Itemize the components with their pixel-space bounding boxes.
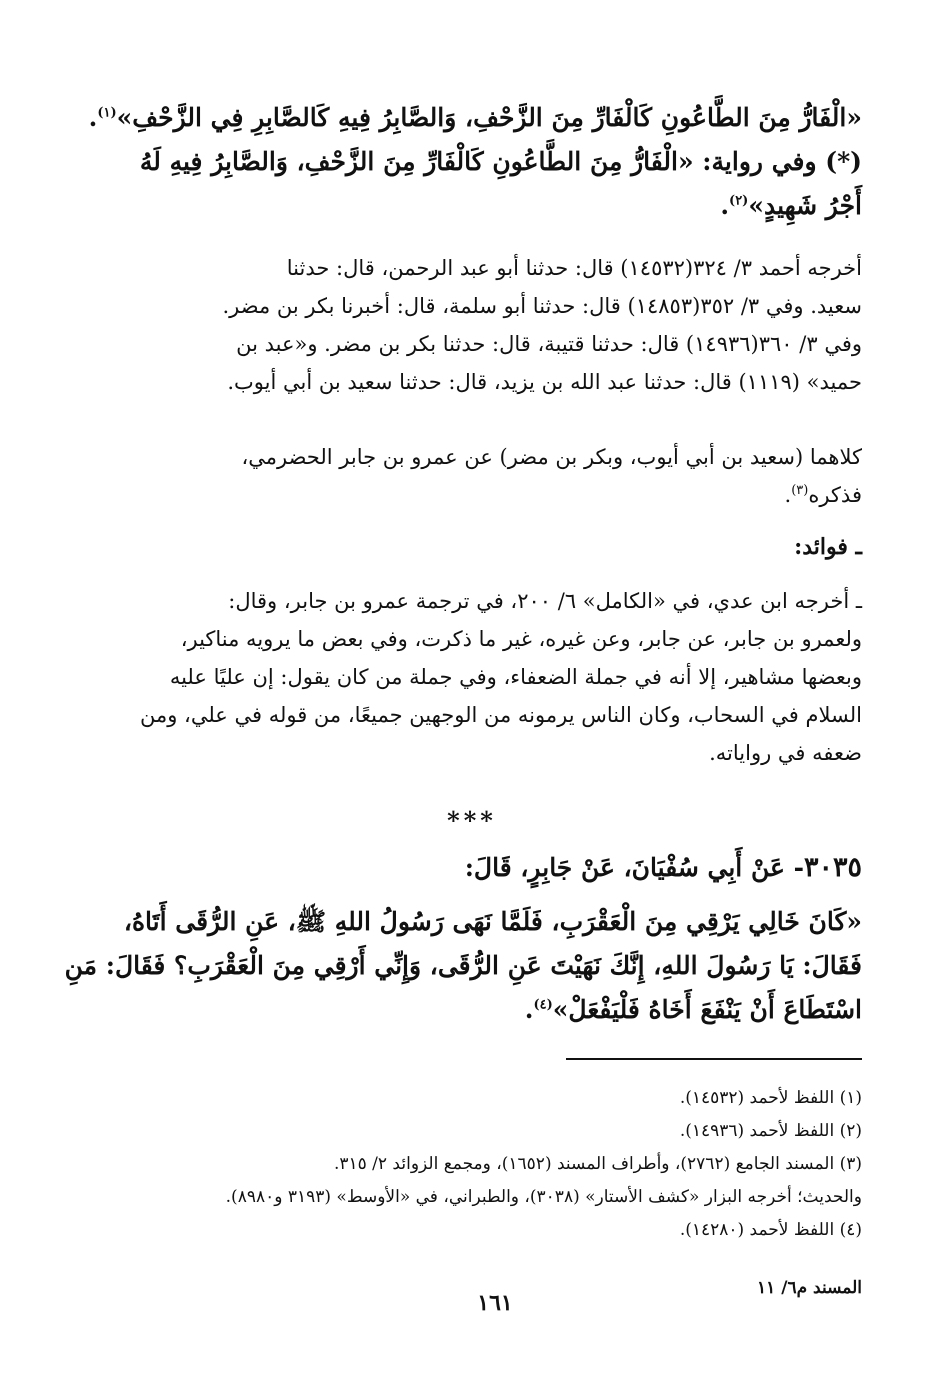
takhrij-line: وفي ٣/ ٣٦٠(١٤٩٣٦) قال: حدثنا قتيبة، قال: حدثنا بكر بن مضر. و«عبد بن — [236, 332, 862, 356]
benefits-line: ـ أخرجه ابن عدي، في «الكامل» ٦/ ٢٠٠، في ترجمة عمرو بن جابر، وقال: — [228, 589, 862, 613]
benefits-paragraph — [128, 582, 862, 772]
page-footer — [128, 1278, 862, 1318]
volume-signature: المسند م٦/ ١١ — [757, 1278, 862, 1298]
hadith-isnad: - عَنْ أَبِي سُفْيَانَ، عَنْ جَابِرٍ، قَالَ: — [464, 853, 804, 882]
footnote-ref-1[interactable]: (١) — [97, 105, 117, 121]
hadith2-line-3: اسْتَطَاعَ أَنْ يَنْفَعَ أَخَاهُ فَلْيَفْعَلْ»$^{(٤)}$. — [524, 995, 862, 1024]
footnote-3-continued: والحديث؛ أخرجه البزار «كشف الأستار» (٣٠٣٨)، والطبراني، في «الأوسط» (٣١٩٣ و٨٩٨٠). — [225, 1187, 862, 1207]
footnote-ref-2[interactable]: (٢) — [729, 193, 749, 209]
takhrij-line: أخرجه أحمد ٣/ ٣٢٤(١٤٥٣٢) قال: حدثنا أبو عبد الرحمن، قال: حدثنا — [286, 256, 862, 280]
footnotes-section — [128, 1082, 862, 1247]
footnote-ref-4[interactable]: (٤) — [533, 997, 553, 1013]
footnote-ref-3[interactable]: (٣) — [791, 483, 809, 498]
hadith2-line-1: «كَانَ خَالِي يَرْقِي مِنَ الْعَقْرَبِ، فَلَمَّا نَهَى رَسُولُ اللهِ ﷺ، عَنِ الرُّقَى أَتَاهُ، — [123, 907, 862, 936]
footnote-divider — [566, 1058, 862, 1060]
page-number: ١٦١ — [477, 1290, 513, 1316]
hadith-number: ٣٠٣٥ — [803, 852, 862, 883]
takhrij-paragraph — [128, 249, 862, 401]
benefits-line: ضعفه في رواياته. — [709, 741, 862, 765]
narrators-line-2: فذكره$^{(٣)}$. — [784, 483, 862, 507]
section-separator: *** — [447, 806, 497, 835]
takhrij-line: سعيد. وفي ٣/ ٣٥٢(١٤٨٥٣) قال: حدثنا أبو سلمة، قال: أخبرنا بكر بن مضر. — [222, 294, 862, 318]
hadith-text-block — [88, 96, 862, 228]
footnote-2: (٢) اللفظ لأحمد (١٤٩٣٦). — [679, 1121, 862, 1141]
footnote-4: (٤) اللفظ لأحمد (١٤٢٨٠). — [679, 1220, 862, 1240]
benefits-heading: ـ فوائد: — [794, 534, 862, 560]
footnote-3: (٣) المسند الجامع (٢٧٦٢)، وأطراف المسند (١٦٥٢)، ومجمع الزوائد ٢/ ٣١٥. — [333, 1154, 862, 1174]
hadith-line-1: «الْفَارُّ مِنَ الطَّاعُونِ كَالْفَارِّ مِنَ الزَّحْفِ، وَالصَّابِرُ فِيهِ كَالصَّابِرِ فِي الزَّحْفِ»$^{(١)}$. — [88, 103, 862, 132]
narrators-paragraph — [128, 438, 862, 514]
hadith2-line-2: فَقَالَ: يَا رَسُولَ اللهِ، إِنَّكَ نَهَيْتَ عَنِ الرُّقَى، وَإِنِّي أَرْقِي مِنَ الْعَقْرَبِ؟ فَقَالَ: مَنِ — [64, 951, 862, 980]
narrators-line-1: كلاهما (سعيد بن أبي أيوب، وبكر بن مضر) عن عمرو بن جابر الحضرمي، — [241, 445, 862, 469]
benefits-line: وبعضها مشاهير، إلا أنه في جملة الضعفاء، وفي جملة من كان يقول: إن عليًا عليه — [169, 665, 862, 689]
benefits-line: السلام في السحاب، وكان الناس يرمونه من الوجهين جميعًا، من قوله في علي، ومن — [139, 703, 862, 727]
hadith-line-3: أَجْرُ شَهِيدٍ»$^{(٢)}$. — [720, 191, 862, 220]
footnote-1: (١) اللفظ لأحمد (١٤٥٣٢). — [679, 1088, 862, 1108]
takhrij-line: حميد» (١١١٩) قال: حدثنا عبد الله بن يزيد، قال: حدثنا سعيد بن أبي أيوب. — [227, 370, 862, 394]
hadith-3035-text — [64, 900, 862, 1032]
hadith-isnad-line — [128, 846, 862, 890]
benefits-line: ولعمرو بن جابر، عن جابر، وعن غيره، غير ما ذكرت، وفي بعض ما يرويه مناكير، — [180, 627, 862, 651]
hadith-3035-heading — [128, 846, 862, 890]
hadith-line-2: (*) وفي رواية: «الْفَارُّ مِنَ الطَّاعُونِ كَالْفَارِّ مِنَ الزَّحْفِ، وَالصَّابِرُ فِيهِ لَهُ — [139, 147, 862, 176]
